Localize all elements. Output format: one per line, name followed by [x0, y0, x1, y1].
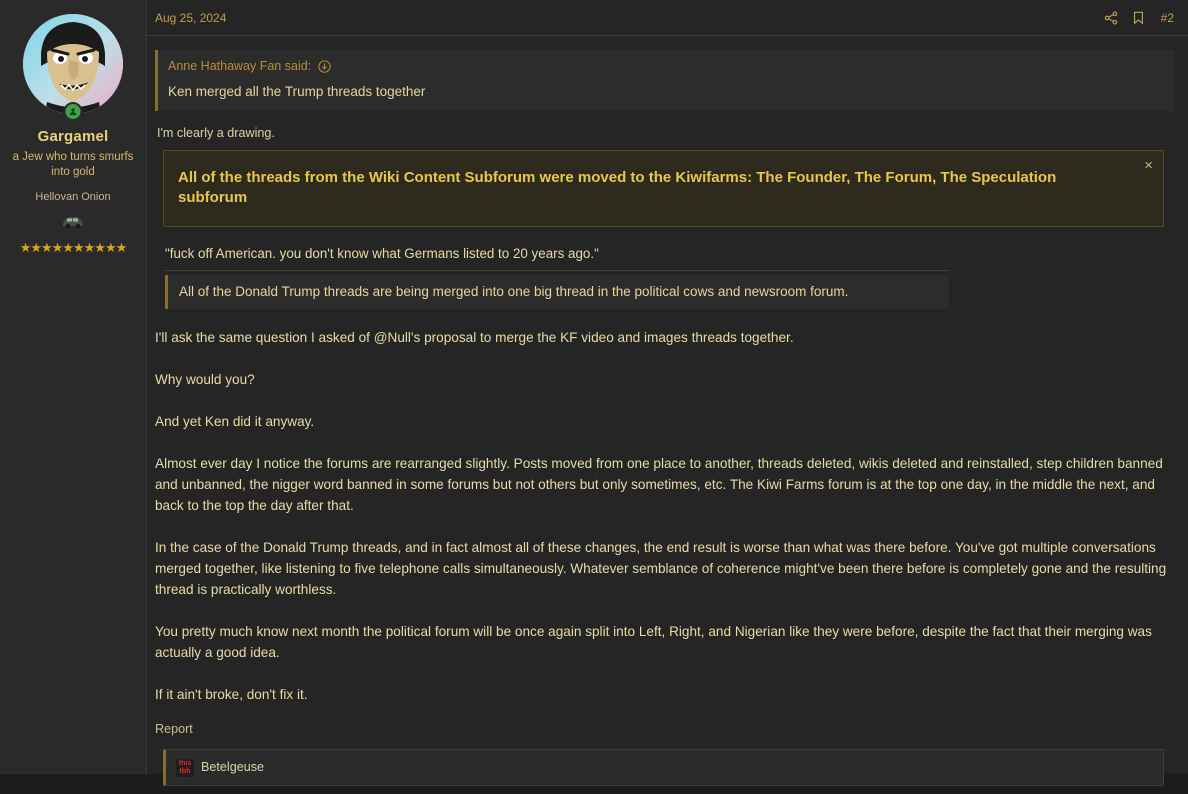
reaction-icon-line1: this — [178, 759, 192, 767]
post-actions — [155, 719, 1174, 740]
jump-to-post-icon[interactable] — [318, 60, 331, 73]
post-number[interactable]: #2 — [1160, 10, 1174, 25]
inline-quote: "fuck off American. you don't know what Germans listed to 20 years ago." — [165, 243, 949, 271]
post-paragraph: And yet Ken did it anyway. — [155, 414, 315, 429]
post-paragraph: If it ain't broke, don't fix it. — [155, 687, 308, 702]
pre-announcement-line: I'm clearly a drawing. — [157, 126, 275, 140]
share-icon[interactable] — [1104, 11, 1118, 25]
user-banner: Hellovan Onion — [35, 191, 111, 203]
announcement-text: All of the threads from the Wiki Content Subforum were moved to the Kiwifarms: The Founder, The Forum, The Speculation subforum — [178, 169, 1057, 206]
reaction-user-list[interactable]: Betelgeuse — [201, 760, 265, 774]
avatar[interactable] — [23, 14, 123, 114]
user-title: a Jew who turns smurfs into gold — [12, 151, 134, 178]
post-paragraph: You pretty much know next month the political forum will be once again split into Left, Right, and Nigerian like they were before, despite the fact that their merging was actually a good idea. — [155, 624, 1152, 660]
post-date[interactable]: Aug 25, 2024 — [155, 10, 227, 25]
bookmark-icon[interactable] — [1132, 11, 1145, 25]
reactions-bar — [163, 749, 1164, 786]
quote-text: Ken merged all the Trump threads together — [168, 84, 426, 99]
post-paragraph: Why would you? — [155, 372, 255, 387]
post-header — [147, 0, 1188, 36]
post-user-column — [0, 0, 147, 774]
report-link[interactable]: Report — [155, 722, 193, 736]
user-stars: ★★★★★★★★★★ — [19, 240, 127, 255]
post-paragraph: I'll ask the same question I asked of @Null's proposal to merge the KF video and images threads together. — [155, 330, 794, 345]
post-paragraph: In the case of the Donald Trump threads, and in fact almost all of these changes, the end result is worse than what was there before. You've got multiple conversations merged together, like listening to five telephone calls simultaneously. Whatever semblance of coherence might've been there before is completely gone and the resulting thread is practically worthless. — [155, 540, 1167, 597]
post-body — [147, 36, 1188, 794]
reaction-icon-line2: tbh — [179, 767, 191, 775]
blockquote — [155, 50, 1174, 111]
sub-blockquote: All of the Donald Trump threads are being merged into one big thread in the political cows and newsroom forum. — [165, 275, 949, 309]
announcement-box — [163, 150, 1164, 227]
car-badge-icon — [0, 213, 146, 232]
post-paragraph: Almost ever day I notice the forums are rearranged slightly. Posts moved from one place to another, threads deleted, wikis deleted and reinstalled, step children banned and unbanned, the nigger word banned in some forums but not others but only sometimes, etc. The Kiwi Farms forum is at the top one day, in the middle the next, and back to the top the day after that. — [155, 456, 1163, 513]
quote-attribution[interactable] — [168, 56, 1164, 81]
username[interactable]: Gargamel — [37, 128, 109, 145]
online-status-indicator — [64, 102, 83, 121]
post-message-column — [147, 0, 1188, 774]
quote-author-label[interactable]: Anne Hathaway Fan said: — [168, 59, 312, 73]
close-icon[interactable]: × — [1144, 157, 1153, 174]
avatar-image[interactable] — [23, 14, 123, 114]
